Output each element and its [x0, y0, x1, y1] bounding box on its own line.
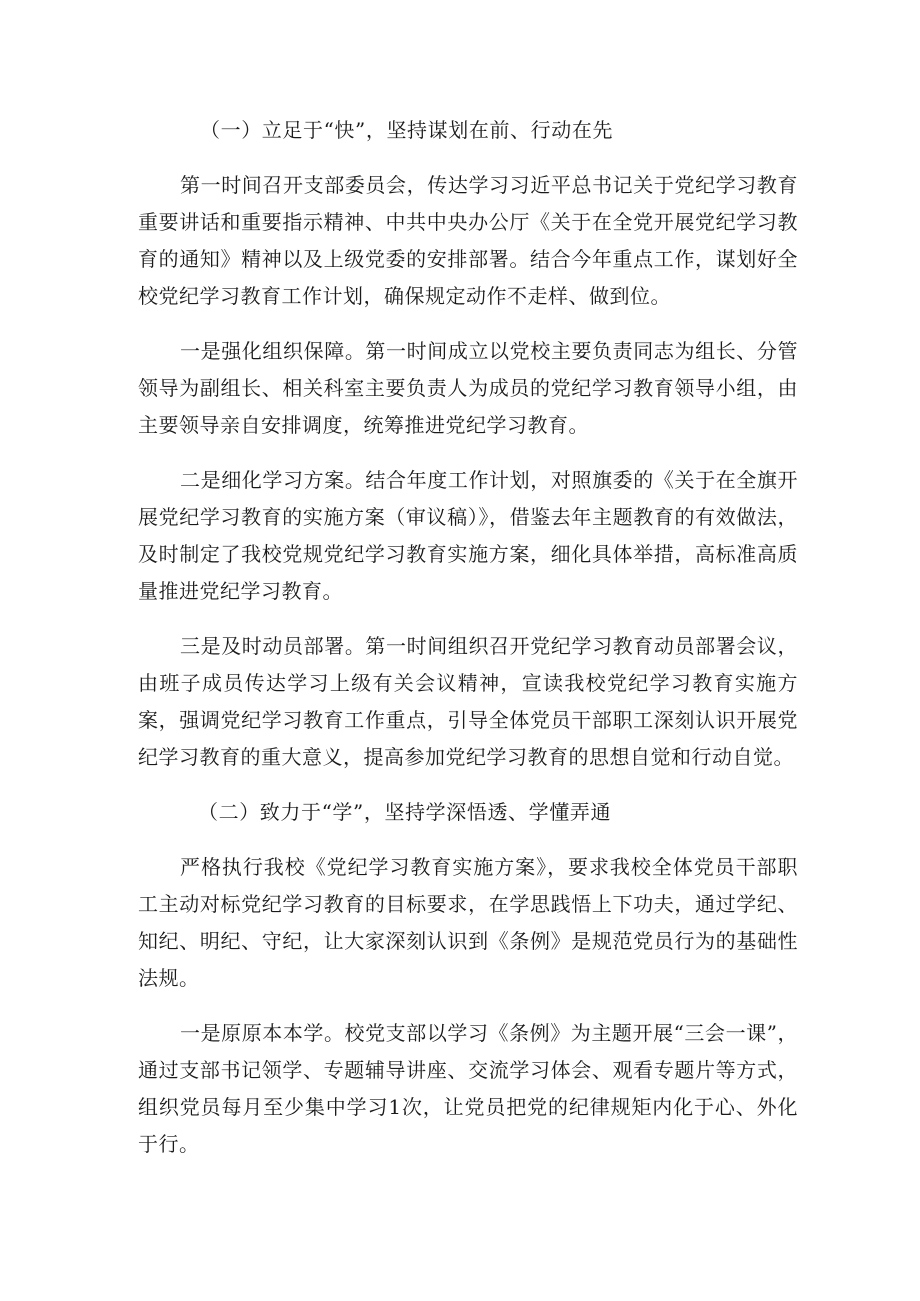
section-heading-1: （一）立足于“快”，坚持谋划在前、行动在先: [200, 118, 614, 142]
paragraph: 第一时间召开支部委员会，传达学习习近平总书记关于党纪学习教育重要讲话和重要指示精神、中共中央办公厅《关于在全党开展党纪学习教育的通知》精神以及上级党委的安排部署。结合今年重点工作，谋划好全校党纪学习教育工作计划，确保规定动作不走样、做到位。: [138, 173, 798, 308]
section-heading-2: （二）致力于“学”，坚持学深悟透、学懂弄通: [198, 800, 612, 824]
document-body: [138, 112, 798, 1181]
paragraph: 二是细化学习方案。结合年度工作计划，对照旗委的《关于在全旗开展党纪学习教育的实施方案（审议稿）》，借鉴去年主题教育的有效做法，及时制定了我校党规党纪学习教育实施方案，细化具体举措，高标准高质量推进党纪学习教育。: [138, 468, 798, 603]
paragraph: 三是及时动员部署。第一时间组织召开党纪学习教育动员部署会议，由班子成员传达学习上级有关会议精神，宣读我校党纪学习教育实施方案，强调党纪学习教育工作重点，引导全体党员干部职工深刻认识开展党纪学习教育的重大意义，提高参加党纪学习教育的思想自觉和行动自觉。: [138, 634, 798, 769]
paragraph: 严格执行我校《党纪学习教育实施方案》，要求我校全体党员干部职工主动对标党纪学习教育的目标要求，在学思践悟上下功夫，通过学纪、知纪、明纪、守纪，让大家深刻认识到《条例》是规范党员行为的基础性法规。: [138, 855, 798, 990]
paragraph: 一是原原本本学。校党支部以学习《条例》为主题开展“三会一课”，通过支部书记领学、专题辅导讲座、交流学习体会、观看专题片等方式，组织党员每月至少集中学习1次，让党员把党的纪律规矩内化于心、外化于行。: [138, 1021, 798, 1156]
paragraph: 一是强化组织保障。第一时间成立以党校主要负责同志为组长、分管领导为副组长、相关科室主要负责人为成员的党纪学习教育领导小组，由主要领导亲自安排调度，统筹推进党纪学习教育。: [138, 339, 798, 437]
